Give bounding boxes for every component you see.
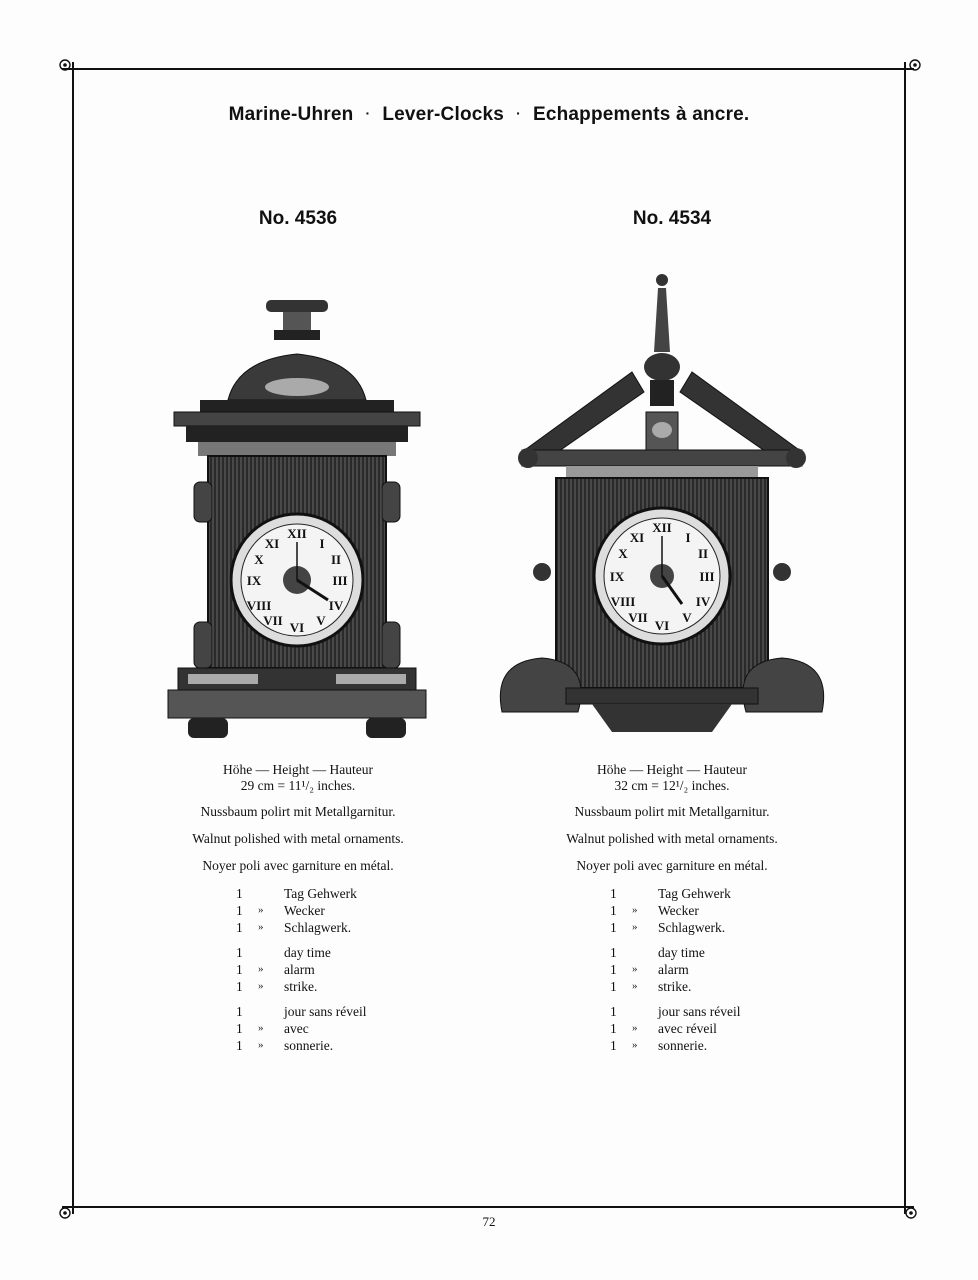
corner-ornament-icon <box>58 58 72 72</box>
model-number: No. 4534 <box>632 208 712 229</box>
movement-row <box>236 978 488 995</box>
material-description <box>482 804 862 874</box>
movement-block <box>482 944 862 995</box>
movement-row <box>236 1020 488 1037</box>
ditto-mark <box>628 944 658 961</box>
desc-english: Walnut polished with metal ornaments. <box>566 831 778 846</box>
svg-text:VII: VII <box>263 613 283 628</box>
movement-row <box>236 919 488 936</box>
movement-count: 1 <box>236 1021 243 1036</box>
movement-options <box>482 885 862 1054</box>
ditto-mark <box>628 885 658 902</box>
ditto-mark: » <box>258 1039 264 1051</box>
svg-text:IX: IX <box>246 573 262 588</box>
movement-text: strike. <box>658 979 692 994</box>
model-number: No. 4536 <box>258 208 338 229</box>
svg-text:XI: XI <box>264 536 280 551</box>
title-french: Echappements à ancre. <box>532 104 750 125</box>
desc-french: Noyer poli avec garniture en métal. <box>202 858 394 873</box>
ditto-mark: » <box>632 921 638 933</box>
movement-text: Wecker <box>658 903 699 918</box>
svg-text:XII: XII <box>652 520 672 535</box>
svg-text:I: I <box>685 530 691 545</box>
movement-row <box>610 919 862 936</box>
movement-row <box>610 1037 862 1054</box>
title-german: Marine-Uhren <box>228 104 354 125</box>
svg-text:IV: IV <box>328 598 344 613</box>
ditto-mark <box>254 1003 284 1020</box>
movement-text: alarm <box>284 962 315 977</box>
movement-count: 1 <box>610 1038 617 1053</box>
svg-text:II: II <box>330 552 342 567</box>
corner-ornament-icon <box>908 58 922 72</box>
ditto-mark <box>254 944 284 961</box>
movement-count: 1 <box>236 979 243 994</box>
movement-count: 1 <box>610 1021 617 1036</box>
movement-options <box>108 885 488 1054</box>
svg-text:I: I <box>319 536 325 551</box>
movement-count: 1 <box>610 920 617 935</box>
title-separator: · <box>516 105 521 121</box>
movement-text: avec <box>284 1021 309 1036</box>
height-label: Höhe — Height — Hauteur <box>597 762 747 777</box>
height-spec <box>108 762 488 794</box>
svg-text:III: III <box>332 573 348 588</box>
svg-text:II: II <box>697 546 709 561</box>
ditto-mark: » <box>258 980 264 992</box>
movement-block <box>108 944 488 995</box>
movement-count: 1 <box>610 945 617 960</box>
movement-count: 1 <box>610 886 617 901</box>
movement-count: 1 <box>236 903 243 918</box>
desc-french: Noyer poli avec garniture en métal. <box>576 858 768 873</box>
movement-text: alarm <box>658 962 689 977</box>
page-number: 72 <box>482 1214 496 1229</box>
movement-row <box>610 944 862 961</box>
bracket-clock-icon <box>108 242 488 762</box>
frame-bottom-line <box>62 1206 914 1208</box>
movement-row <box>610 1020 862 1037</box>
movement-count: 1 <box>610 1004 617 1019</box>
height-value: 29 cm = 11¹/₂ inches. <box>240 778 356 793</box>
gable-clock-icon <box>482 242 862 762</box>
movement-row <box>236 944 488 961</box>
movement-text: avec réveil <box>658 1021 717 1036</box>
ditto-mark: » <box>632 1022 638 1034</box>
ditto-mark: » <box>258 904 264 916</box>
svg-text:VI: VI <box>654 618 670 633</box>
ditto-mark: » <box>632 963 638 975</box>
material-description <box>108 804 488 874</box>
movement-text: jour sans réveil <box>284 1004 367 1019</box>
desc-german: Nussbaum polirt mit Metallgarnitur. <box>200 804 396 819</box>
movement-count: 1 <box>236 962 243 977</box>
movement-count: 1 <box>610 962 617 977</box>
movement-row <box>236 961 488 978</box>
svg-text:XII: XII <box>287 526 307 541</box>
movement-count: 1 <box>236 920 243 935</box>
movement-count: 1 <box>236 1004 243 1019</box>
frame-right-line <box>904 62 906 1214</box>
movement-count: 1 <box>236 945 243 960</box>
height-spec <box>482 762 862 794</box>
desc-german: Nussbaum polirt mit Metallgarnitur. <box>574 804 770 819</box>
movement-block <box>108 885 488 936</box>
product-4536 <box>108 208 488 1062</box>
clock-illustration-4536 <box>108 242 488 762</box>
movement-row <box>610 961 862 978</box>
movement-count: 1 <box>610 903 617 918</box>
movement-text: sonnerie. <box>284 1038 334 1053</box>
movement-row <box>236 1037 488 1054</box>
ditto-mark: » <box>258 921 264 933</box>
svg-text:XI: XI <box>629 530 645 545</box>
svg-text:X: X <box>618 546 628 561</box>
movement-count: 1 <box>236 886 243 901</box>
ditto-mark: » <box>632 904 638 916</box>
movement-block <box>482 885 862 936</box>
movement-text: jour sans réveil <box>658 1004 741 1019</box>
movement-text: Wecker <box>284 903 325 918</box>
ditto-mark <box>628 1003 658 1020</box>
product-4534 <box>482 208 862 1062</box>
movement-count: 1 <box>236 1038 243 1053</box>
ditto-mark: » <box>632 1039 638 1051</box>
height-value: 32 cm = 12¹/₂ inches. <box>614 778 730 793</box>
movement-text: Tag Gehwerk <box>658 886 731 901</box>
movement-text: strike. <box>284 979 318 994</box>
svg-text:VI: VI <box>289 620 305 635</box>
svg-text:VIII: VIII <box>246 598 272 613</box>
movement-block <box>108 1003 488 1054</box>
movement-row <box>610 885 862 902</box>
movement-row <box>610 902 862 919</box>
movement-row <box>610 978 862 995</box>
page-title <box>0 104 978 126</box>
movement-text: day time <box>658 945 705 960</box>
movement-row <box>236 1003 488 1020</box>
svg-text:V: V <box>316 613 326 628</box>
title-english: Lever-Clocks <box>382 104 505 125</box>
ditto-mark: » <box>258 963 264 975</box>
ditto-mark: » <box>632 980 638 992</box>
svg-text:III: III <box>699 569 715 584</box>
ditto-mark: » <box>258 1022 264 1034</box>
svg-text:VIII: VIII <box>610 594 636 609</box>
frame-top-line <box>62 68 914 70</box>
desc-english: Walnut polished with metal ornaments. <box>192 831 404 846</box>
frame-left-line <box>72 62 74 1214</box>
title-separator: · <box>365 105 371 121</box>
movement-row <box>610 1003 862 1020</box>
svg-text:X: X <box>254 552 264 567</box>
movement-row <box>236 902 488 919</box>
height-label: Höhe — Height — Hauteur <box>223 762 373 777</box>
movement-text: Schlagwerk. <box>284 920 352 935</box>
svg-text:IV: IV <box>695 594 711 609</box>
movement-text: Schlagwerk. <box>658 920 726 935</box>
movement-text: sonnerie. <box>658 1038 708 1053</box>
clock-illustration-4534 <box>482 242 862 762</box>
svg-text:IX: IX <box>609 569 625 584</box>
movement-row <box>236 885 488 902</box>
movement-text: day time <box>284 945 331 960</box>
svg-text:VII: VII <box>628 610 648 625</box>
movement-block <box>482 1003 862 1054</box>
movement-text: Tag Gehwerk <box>284 886 357 901</box>
ditto-mark <box>254 885 284 902</box>
svg-text:V: V <box>682 610 692 625</box>
movement-count: 1 <box>610 979 617 994</box>
